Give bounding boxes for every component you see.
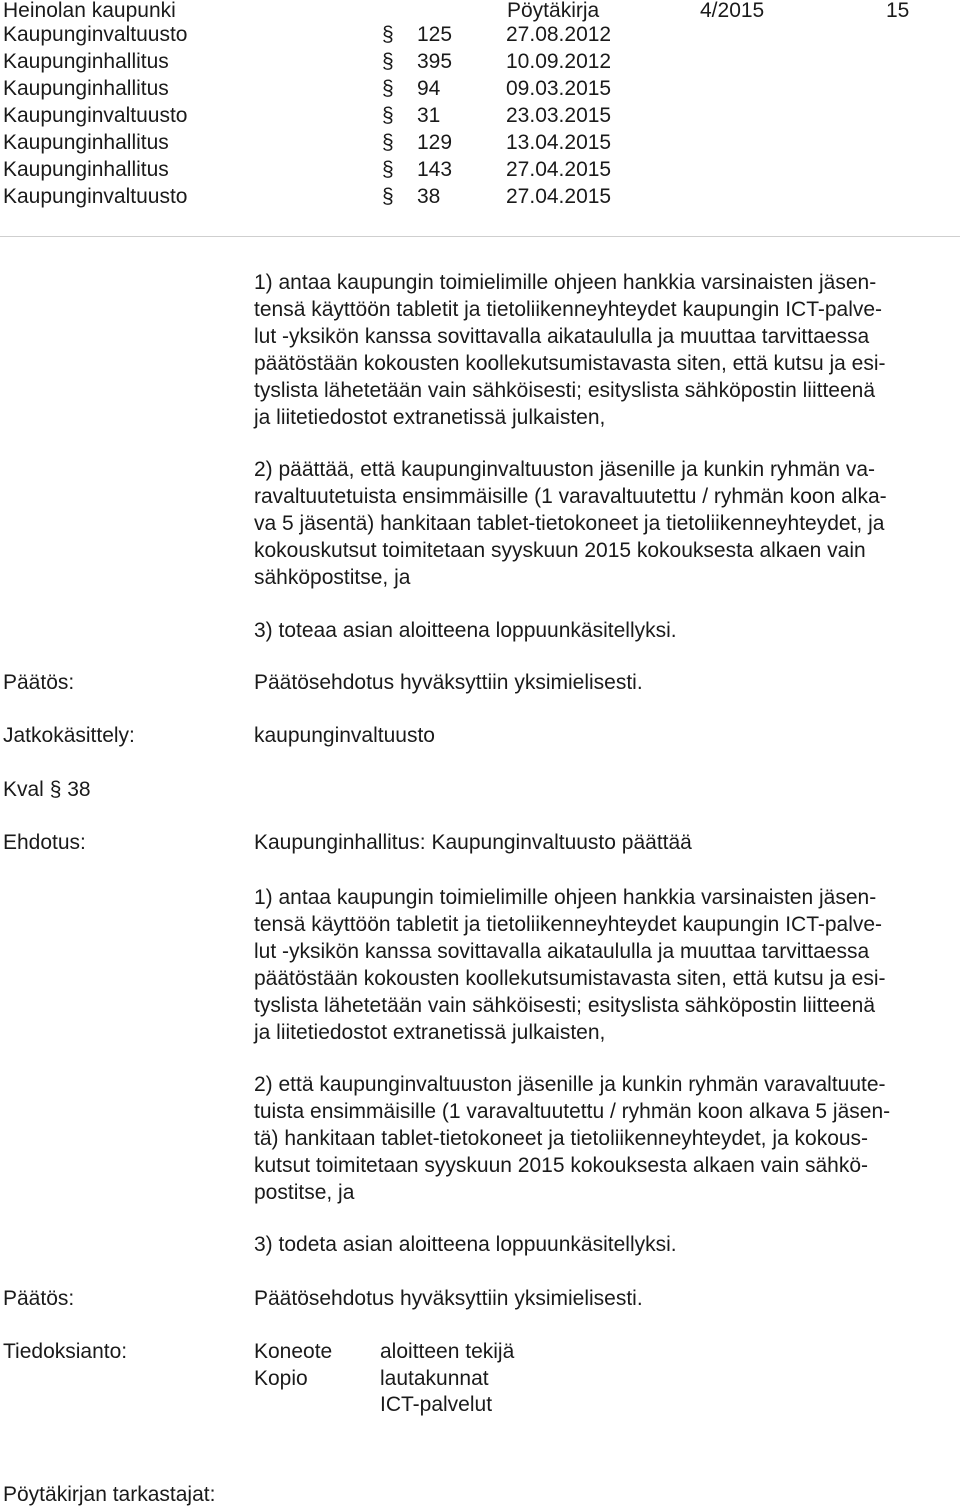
organization-name: Heinolan kaupunki <box>3 0 176 22</box>
text-line: kokouskutsut toimitetaan syyskuun 2015 kokouksesta alkaen vain <box>254 539 866 562</box>
decision-text: Päätösehdotus hyväksyttiin yksimielisesti. <box>254 1287 643 1310</box>
text-line: ravaltuutetuista ensimmäisille (1 varavaltuutettu / ryhmän koon alka- <box>254 485 887 508</box>
kh-item-2 <box>254 456 958 591</box>
reference-table <box>0 21 960 210</box>
reference-row <box>0 156 960 183</box>
reference-row <box>0 75 960 102</box>
decision-text: Päätösehdotus hyväksyttiin yksimielisesti. <box>254 671 643 694</box>
distribution-label: Tiedoksianto: <box>3 1340 128 1363</box>
reference-date: 27.08.2012 <box>506 23 612 46</box>
kval-item-1 <box>254 884 958 1046</box>
reference-date: 27.04.2015 <box>506 185 612 208</box>
paragraph-sign: § <box>382 158 394 181</box>
paragraph-sign: § <box>382 104 394 127</box>
document-type: Pöytäkirja <box>507 0 600 22</box>
text-line: ja liitetiedostot extranetissä julkaisten, <box>254 1021 606 1044</box>
text-line: tyslista lähetetään vain sähköisesti; esityslista sähköpostin liitteenä <box>254 994 875 1017</box>
reference-number: 31 <box>417 104 441 127</box>
document-number: 4/2015 <box>700 0 765 22</box>
reference-body: Kaupunginvaltuusto <box>3 23 188 46</box>
distribution-type: Kopio <box>254 1367 308 1390</box>
reference-date: 09.03.2015 <box>506 77 612 100</box>
distribution-recipient: ICT-palvelut <box>380 1393 493 1416</box>
text-line: va 5 jäsentä) hankitaan tablet-tietokoneet ja tietoliikenneyhteydet, ja <box>254 512 885 535</box>
text-line: tyslista lähetetään vain sähköisesti; esityslista sähköpostin liitteenä <box>254 379 875 402</box>
reference-number: 143 <box>417 158 453 181</box>
paragraph-sign: § <box>382 77 394 100</box>
kval-item-2 <box>254 1071 958 1206</box>
kval-heading-number: 38 <box>67 778 91 801</box>
reference-number: 125 <box>417 23 453 46</box>
text-line: sähköpostitse, ja <box>254 566 411 589</box>
reference-row <box>0 48 960 75</box>
kval-heading-prefix: Kval <box>3 778 44 801</box>
distribution-type: Koneote <box>254 1340 333 1363</box>
reviewers-label: Pöytäkirjan tarkastajat: <box>3 1483 216 1506</box>
text-line: 2) päättää, että kaupunginvaltuuston jäsenille ja kunkin ryhmän va- <box>254 458 876 481</box>
reference-date: 13.04.2015 <box>506 131 612 154</box>
reference-row <box>0 129 960 156</box>
paragraph-sign: § <box>382 23 394 46</box>
reference-body: Kaupunginhallitus <box>3 131 169 154</box>
kval-item-3: 3) todeta asian aloitteena loppuunkäsitellyksi. <box>254 1233 677 1256</box>
text-line: päätöstään kokousten koollekutsumistavasta siten, että kutsu ja esi- <box>254 967 886 990</box>
reference-body: Kaupunginvaltuusto <box>3 185 188 208</box>
reference-row <box>0 183 960 210</box>
paragraph-sign: § <box>382 131 394 154</box>
followup-label: Jatkokäsittely: <box>3 724 135 747</box>
proposal-label: Ehdotus: <box>3 831 86 854</box>
text-line: 1) antaa kaupungin toimielimille ohjeen hankkia varsinaisten jäsen- <box>254 886 877 909</box>
paragraph-sign: § <box>382 185 394 208</box>
reference-number: 395 <box>417 50 453 73</box>
text-line: lut -yksikön kanssa sovittavalla aikataululla ja muuttaa tarvittaessa <box>254 325 870 348</box>
text-line: päätöstään kokousten koollekutsumistavasta siten, että kutsu ja esi- <box>254 352 886 375</box>
kh-item-1 <box>254 269 958 431</box>
reference-number: 38 <box>417 185 441 208</box>
reference-body: Kaupunginhallitus <box>3 158 169 181</box>
kh-item-3: 3) toteaa asian aloitteena loppuunkäsitellyksi. <box>254 619 677 642</box>
text-line: lut -yksikön kanssa sovittavalla aikataululla ja muuttaa tarvittaessa <box>254 940 870 963</box>
decision-label: Päätös: <box>3 1287 75 1310</box>
reference-number: 94 <box>417 77 441 100</box>
kval-heading <box>3 776 91 803</box>
reference-divider <box>0 236 960 237</box>
reference-body: Kaupunginhallitus <box>3 77 169 100</box>
text-line: kutsut toimitetaan syyskuun 2015 kokouksesta alkaen vain sähkö- <box>254 1154 869 1177</box>
text-line: postitse, ja <box>254 1181 355 1204</box>
reference-body: Kaupunginvaltuusto <box>3 104 188 127</box>
reference-date: 10.09.2012 <box>506 50 612 73</box>
reference-row <box>0 21 960 48</box>
text-line: ja liitetiedostot extranetissä julkaisten, <box>254 406 606 429</box>
page-number: 15 <box>886 0 910 22</box>
reference-date: 23.03.2015 <box>506 104 612 127</box>
distribution-recipient: aloitteen tekijä <box>380 1340 515 1363</box>
proposal-text: Kaupunginhallitus: Kaupunginvaltuusto päättää <box>254 831 692 854</box>
text-line: tensä käyttöön tabletit ja tietoliikenneyhteydet kaupungin ICT-palve- <box>254 298 883 321</box>
text-line: tä) hankitaan tablet-tietokoneet ja tietoliikenneyhteydet, ja kokous- <box>254 1127 869 1150</box>
decision-label: Päätös: <box>3 671 75 694</box>
text-line: tensä käyttöön tabletit ja tietoliikenneyhteydet kaupungin ICT-palve- <box>254 913 883 936</box>
reference-number: 129 <box>417 131 453 154</box>
reference-body: Kaupunginhallitus <box>3 50 169 73</box>
text-line: 2) että kaupunginvaltuuston jäsenille ja kunkin ryhmän varavaltuute- <box>254 1073 886 1096</box>
distribution-recipient: lautakunnat <box>380 1367 489 1390</box>
paragraph-sign: § <box>382 50 394 73</box>
paragraph-sign: § <box>49 778 62 801</box>
followup-text: kaupunginvaltuusto <box>254 724 435 747</box>
reference-row <box>0 102 960 129</box>
text-line: tuista ensimmäisille (1 varavaltuutettu / ryhmän koon alkava 5 jäsen- <box>254 1100 891 1123</box>
reference-date: 27.04.2015 <box>506 158 612 181</box>
text-line: 1) antaa kaupungin toimielimille ohjeen hankkia varsinaisten jäsen- <box>254 271 877 294</box>
